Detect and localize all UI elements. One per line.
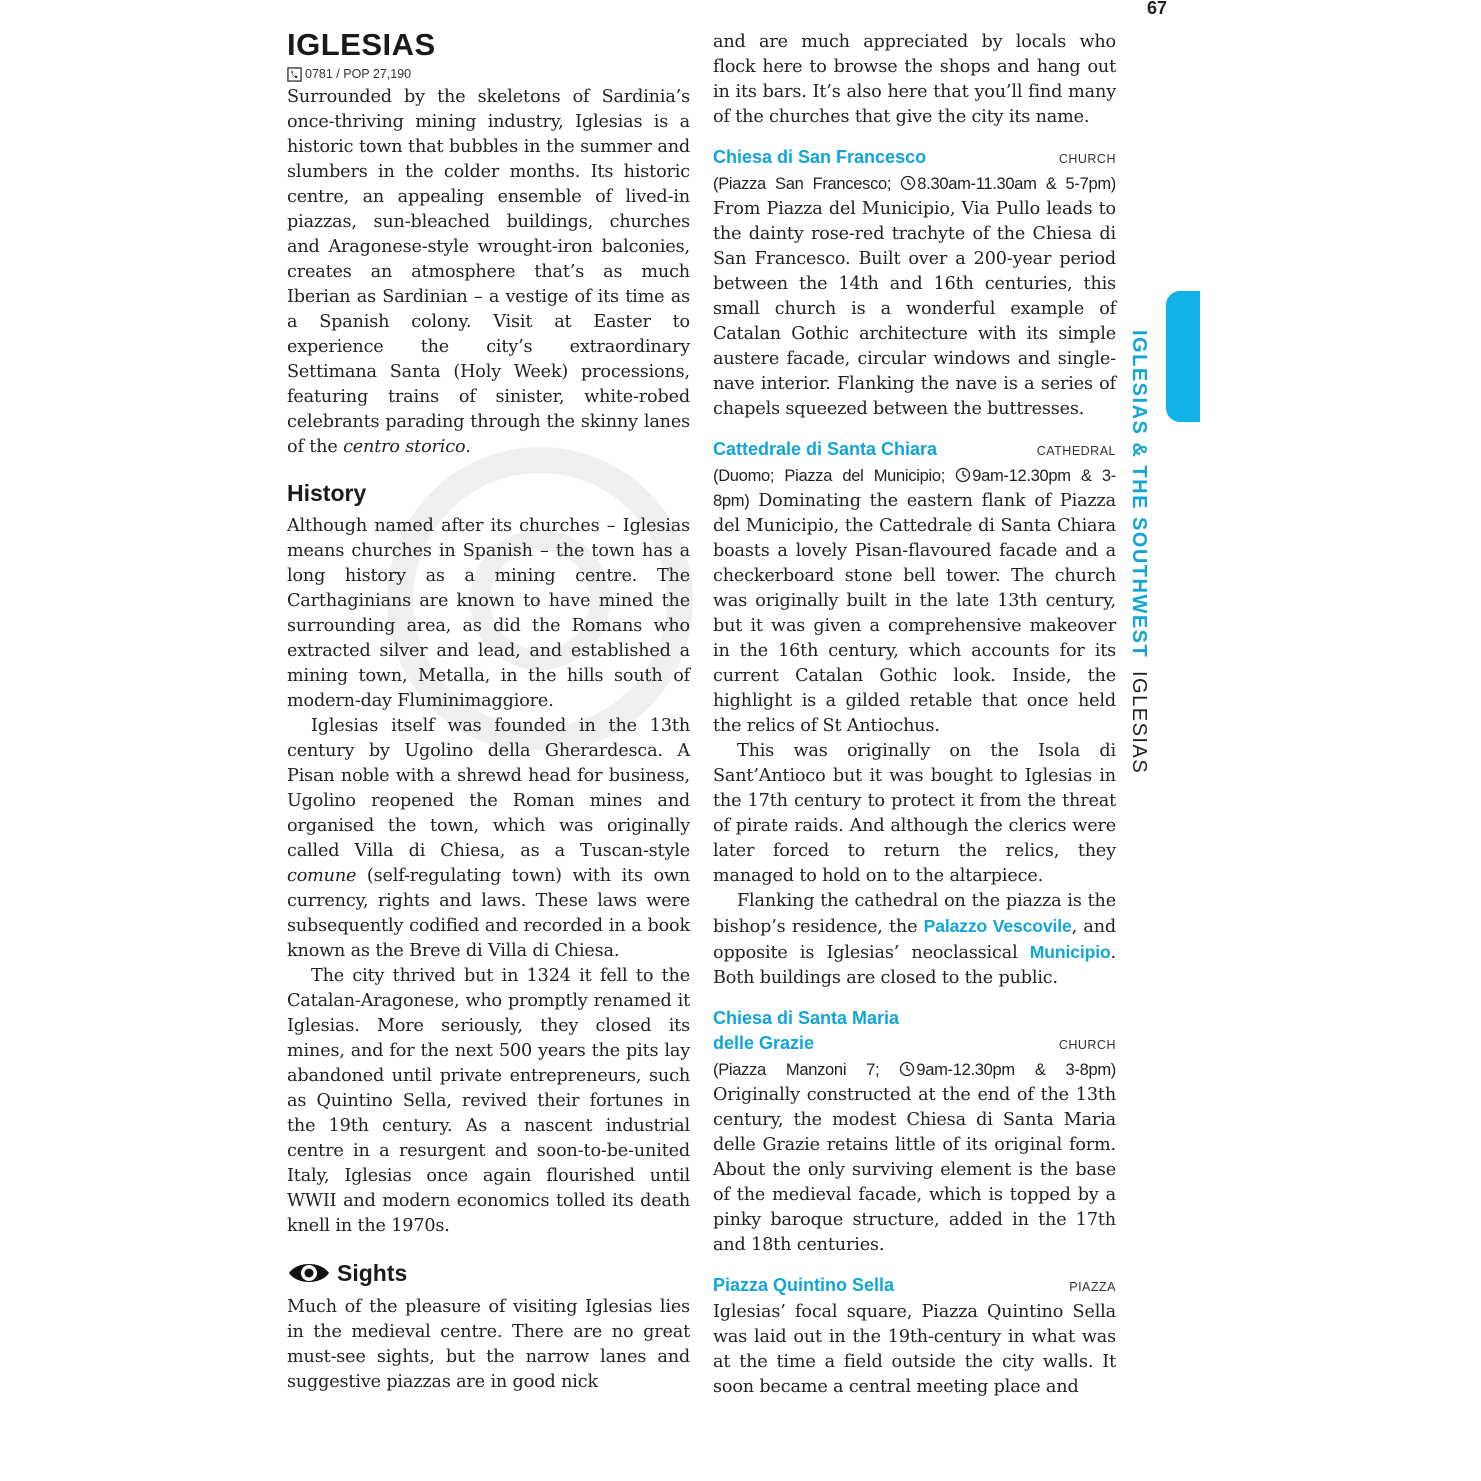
clock-icon bbox=[955, 467, 971, 483]
sight-header bbox=[713, 1006, 1116, 1058]
history-paragraph-3: The city thrived but in 1324 it fell to the Catalan-Aragonese, who promptly renamed it Iglesias. More seriously, they closed its mines, and for the next 500 years the pits lay abandoned until private entrepreneurs, such as Quintino Sella, revived their fortunes in the 19th century. As a nascent industrial centre in a resurgent and soon-to-be-united Italy, Iglesias once again flourished until WWII and modern economics tolled its death knell in the 1970s. bbox=[287, 966, 690, 1236]
history-heading: History bbox=[287, 480, 367, 506]
sight-category: CHURCH bbox=[1058, 1038, 1116, 1052]
left-column bbox=[287, 28, 690, 1395]
sight-name[interactable]: Piazza Quintino Sella bbox=[713, 1275, 895, 1295]
chapter-subsection: IGLESIAS bbox=[1128, 671, 1150, 775]
sights-heading bbox=[287, 1259, 690, 1287]
sight-name-line-2[interactable]: delle Grazie bbox=[713, 1033, 815, 1053]
sight-category: PIAZZA bbox=[1069, 1280, 1116, 1294]
chapter-tab bbox=[1166, 291, 1200, 422]
sight-name[interactable]: Chiesa di San Francesco bbox=[713, 147, 927, 167]
sights-intro: Much of the pleasure of visiting Iglesias lies in the medieval centre. There are no great must-see sights, but the narrow lanes and suggestive piazzas are in good nick bbox=[287, 1297, 690, 1392]
sight-description: (Duomo; Piazza del Municipio; 9am-12.30pm & 3-8pm) Dominating the eastern flank of Piazza del Municipio, the Cattedrale di Santa Chiara boasts a lovely Pisan-flavoured facade and a checkerboard stone bell tower. The church was originally built in the late 13th century, but it was given a comprehensive makeover in the 16th century, which accounts for its current Catalan Gothic look. Inside, the highlight is a gilded retable that once held the relics of St Antiochus. bbox=[713, 467, 1116, 736]
sight-category: CATHEDRAL bbox=[1036, 444, 1116, 458]
chapter-label bbox=[1127, 330, 1151, 774]
sight-header bbox=[713, 437, 1116, 464]
sight-description: Iglesias’ focal square, Piazza Quintino Sella was laid out in the 19th-century in what was at the time a field outside the city walls. It soon became a central meeting place and bbox=[713, 1302, 1116, 1397]
municipio-link[interactable]: Municipio bbox=[1029, 942, 1111, 962]
history-paragraph-1: Although named after its churches – Iglesias means churches in Spanish – the town has a long history as a mining centre. The Carthaginians are known to have mined the surrounding area, as did the Romans who extracted silver and lead, and established a mining town, Metalla, in the hills south of modern-day Fluminimaggiore. bbox=[287, 516, 690, 711]
sights-heading-label: Sights bbox=[337, 1260, 408, 1286]
sight-description: (Piazza San Francesco; 8.30am-11.30am & 5-7pm) From Piazza del Municipio, Via Pullo leads to the dainty rose-red trachyte of the Chiesa di San Francesco. Built over a 200-year period between the 14th and 16th centuries, this small church is a wonderful example of Catalan Gothic architecture with its simple austere facade, circular windows and single-nave interior. Flanking the nave is a series of chapels squeezed between the buttresses. bbox=[713, 175, 1116, 419]
sight-header bbox=[713, 1273, 1116, 1300]
city-meta-text: 0781 / POP 27,190 bbox=[305, 67, 412, 81]
city-title: IGLESIAS bbox=[287, 27, 436, 62]
sight-header bbox=[713, 145, 1116, 172]
sights-intro-continued: and are much appreciated by locals who flock here to browse the shops and hang out in its bars. It’s also here that you’ll find many of the churches that give the city its name. bbox=[713, 32, 1116, 127]
eye-icon bbox=[287, 1259, 331, 1287]
sight-name[interactable]: Cattedrale di Santa Chiara bbox=[713, 439, 938, 459]
sight-description: (Piazza Manzoni 7; 9am-12.30pm & 3-8pm) Originally constructed at the end of the 13th century, the modest Chiesa di Santa Maria delle Grazie retains little of its original form. About the only surviving element is the base of the medieval facade, which is topped by a pinky baroque structure, added in the 17th and 18th centuries. bbox=[713, 1061, 1116, 1255]
sight-name-line-1[interactable]: Chiesa di Santa Maria bbox=[713, 1008, 900, 1028]
sight-category: CHURCH bbox=[1058, 152, 1116, 166]
page-number: 67 bbox=[1147, 0, 1168, 18]
clock-icon bbox=[899, 1061, 915, 1077]
chapter-section: IGLESIAS & THE SOUTHWEST bbox=[1128, 330, 1150, 659]
clock-icon bbox=[900, 175, 916, 191]
right-column bbox=[713, 30, 1116, 1400]
sight-description-continued: Flanking the cathedral on the piazza is the bishop’s residence, the Palazzo Vescovile, and opposite is Iglesias’ neoclassical Municipio. Both buildings are closed to the public. bbox=[713, 891, 1116, 988]
phone-icon bbox=[287, 67, 302, 82]
palazzo-vescovile-link[interactable]: Palazzo Vescovile bbox=[923, 916, 1072, 936]
city-meta bbox=[287, 66, 690, 82]
history-paragraph-2: Iglesias itself was founded in the 13th century by Ugolino della Gherardesca. A Pisan noble with a shrewd head for business, Ugolino reopened the Roman mines and organised the town, which was originally called Villa di Chiesa, as a Tuscan-style comune (self-regulating town) with its own currency, rights and laws. These laws were subsequently codified and recorded in a book known as the Breve di Villa di Chiesa. bbox=[287, 716, 690, 961]
city-intro: Surrounded by the skeletons of Sardinia’s once-thriving mining industry, Iglesias is a historic town that bubbles in the summer and slumbers in the colder months. Its historic centre, an appealing ensemble of lived-in piazzas, sun-bleached buildings, churches and Aragonese-style wrought-iron balconies, creates an atmosphere that’s as much Iberian as Sardinian – a vestige of its time as a Spanish colony. Visit at Easter to experience the city’s extraordinary Settimana Santa (Holy Week) processions, featuring trains of sinister, white-robed celebrants parading through the skinny lanes of the centro storico. bbox=[287, 87, 690, 457]
sight-description-continued: This was originally on the Isola di Sant’Antioco but it was bought to Iglesias in the 17th century to protect it from the threat of pirate raids. And although the clerics were later forced to return the relics, they managed to hold on to the altarpiece. bbox=[713, 741, 1116, 886]
